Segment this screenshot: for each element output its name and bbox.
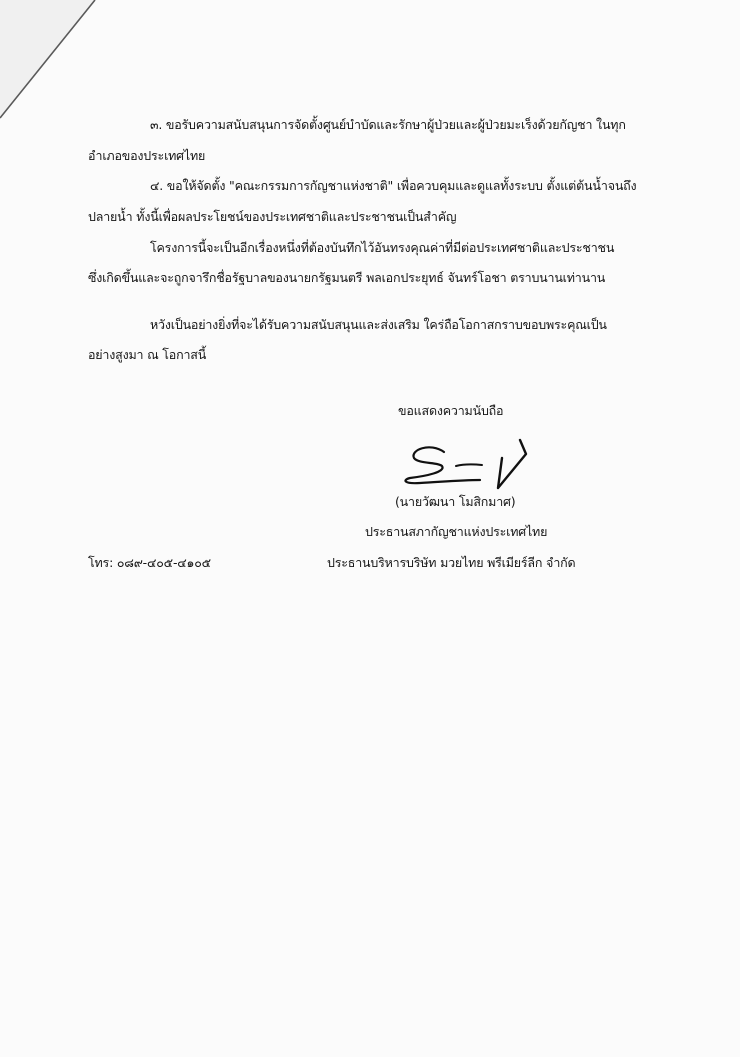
project-paragraph-line-1: โครงการนี้จะเป็นอีกเรื่องหนึ่งที่ต้องบันทึกไว้อันทรงคุณค่าที่มีต่อประเทศชาติและประชาชน <box>150 240 615 255</box>
project-paragraph-line-2: ซึ่งเกิดขึ้นและจะถูกจารึกชื่อรัฐบาลของนายกรัฐมนตรี พลเอกประยุทธ์ จันทร์โอชา ตราบนานเท่านาน <box>88 270 606 285</box>
page-fold-shadow <box>0 0 120 130</box>
signatory-name: (นายวัฒนา โมสิกมาศ) <box>395 494 516 509</box>
contact-phone: โทร: ๐๘๙-๔๐๕-๔๑๐๕ <box>88 555 211 570</box>
item-3-line-2: อำเภอของประเทศไทย <box>88 148 206 163</box>
item-4-line-2: ปลายน้ำ ทั้งนี้เพื่อผลประโยชน์ของประเทศชาติและประชาชนเป็นสำคัญ <box>88 209 457 224</box>
signatory-title-2: ประธานบริหารบริษัท มวยไทย พรีเมียร์ลีก จำกัด <box>327 555 576 570</box>
item-4-line-1: ๔. ขอให้จัดตั้ง "คณะกรรมการกัญชาแห่งชาติ" เพื่อควบคุมและดูแลทั้งระบบ ตั้งแต่ต้นน้ำจนถึง <box>150 178 637 193</box>
closing-salutation: ขอแสดงความนับถือ <box>398 403 504 418</box>
signatory-title-1: ประธานสภากัญชาแห่งประเทศไทย <box>365 524 548 539</box>
hope-paragraph-line-2: อย่างสูงมา ณ โอกาสนี้ <box>88 347 207 362</box>
handwritten-signature <box>400 436 550 492</box>
hope-paragraph-line-1: หวังเป็นอย่างยิ่งที่จะได้รับความสนับสนุนและส่งเสริม ใคร่ถือโอกาสกราบขอบพระคุณเป็น <box>150 317 607 332</box>
item-3-line-1: ๓. ขอรับความสนับสนุนการจัดตั้งศูนย์บำบัดและรักษาผู้ป่วยและผู้ป่วยมะเร็งด้วยกัญชา ในทุก <box>150 117 626 132</box>
